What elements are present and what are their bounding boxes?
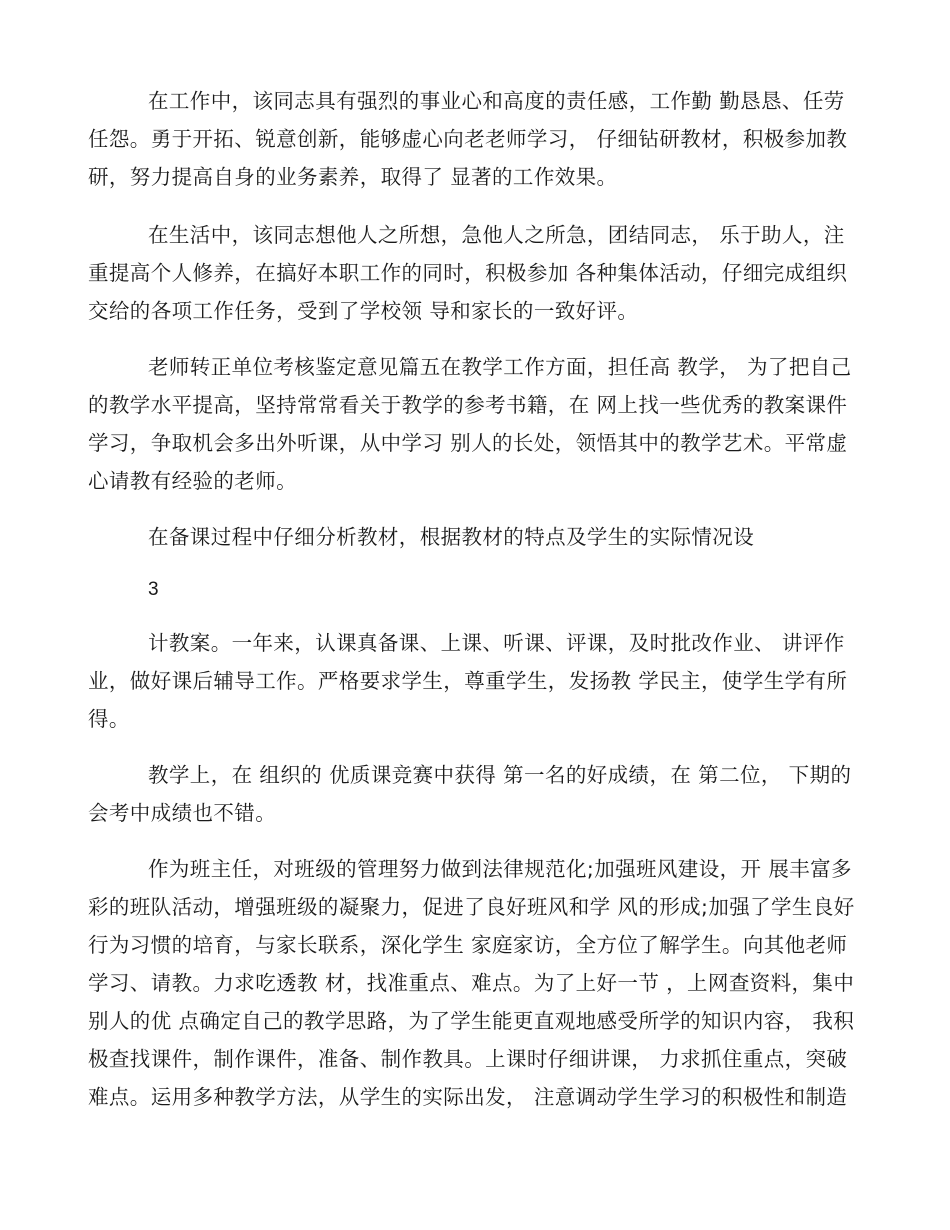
paragraph-6-line-1: 教学上，在 组织的 优质课竞赛中获得 第一名的好成绩，在 第二位， 下期的 [148, 763, 852, 787]
paragraph-1-line-2: 任怨。勇于开拓、锐意创新，能够虚心向老老师学习， 仔细钻研教材，积极参加教 [88, 127, 848, 151]
paragraph-7-line-4: 学习、请教。力求吃透教 材，找准重点、难点。为了上好一节 ，上网查资料，集中 [88, 971, 855, 995]
paragraph-7-line-7: 难点。运用多种教学方法，从学生的实际出发， 注意调动学生学习的积极性和制造 [88, 1085, 848, 1109]
paragraph-7-line-3: 行为习惯的培育，与家长联系，深化学生 家庭家访，全方位了解学生。向其他老师 [88, 933, 848, 957]
paragraph-5-line-1: 计教案。一年来，认课真备课、上课、听课、评课，及时批改作业、 讲评作 [148, 631, 845, 655]
paragraph-7-line-2: 彩的班队活动，增强班级的凝聚力，促进了良好班风和学 风的形成;加强了学生良好 [88, 895, 855, 919]
paragraph-2-line-1: 在生活中，该同志想他人之所想，急他人之所急，团结同志， 乐于助人，注 [148, 223, 845, 247]
paragraph-3-line-1: 老师转正单位考核鉴定意见篇五在教学工作方面，担任高 教学， 为了把自己 [148, 355, 852, 379]
paragraph-7-line-6: 极查找课件，制作课件，准备、制作教具。上课时仔细讲课， 力求抓住重点，突破 [88, 1047, 848, 1071]
paragraph-1-line-3: 研，努力提高自身的业务素养，取得了 显著的工作效果。 [88, 165, 618, 189]
page-number: 3 [148, 579, 159, 600]
paragraph-4-line-1: 在备课过程中仔细分析教材，根据教材的特点及学生的实际情况设 [148, 525, 755, 549]
paragraph-5-line-2: 业，做好课后辅导工作。严格要求学生，尊重学生，发扬教 学民主，使学生学有所 [88, 669, 848, 693]
paragraph-3-line-2: 的教学水平提高，坚持常常看关于教学的参考书籍，在 网上找一些优秀的教案课件 [88, 393, 848, 417]
paragraph-6-line-2: 会考中成绩也不错。 [88, 801, 277, 825]
paragraph-3-line-4: 心请教有经验的老师。 [88, 469, 297, 493]
paragraph-2-line-3: 交给的各项工作任务，受到了学校领 导和家长的一致好评。 [88, 299, 639, 323]
paragraph-5-line-3: 得。 [88, 707, 130, 731]
paragraph-2-line-2: 重提高个人修养，在搞好本职工作的同时，积极参加 各种集体活动，仔细完成组织 [88, 261, 848, 285]
paragraph-7-line-5: 别人的优 点确定自己的教学思路，为了学生能更直观地感受所学的知识内容， 我积 [88, 1009, 855, 1033]
paragraph-7-line-1: 作为班主任，对班级的管理努力做到法律规范化;加强班风建设，开 展丰富多 [148, 857, 852, 881]
paragraph-1-line-1: 在工作中，该同志具有强烈的事业心和高度的责任感，工作勤 勤恳恳、任劳 [148, 89, 845, 113]
paragraph-3-line-3: 学习，争取机会多出外听课，从中学习 别人的长处，领悟其中的教学艺术。平常虚 [88, 431, 848, 455]
